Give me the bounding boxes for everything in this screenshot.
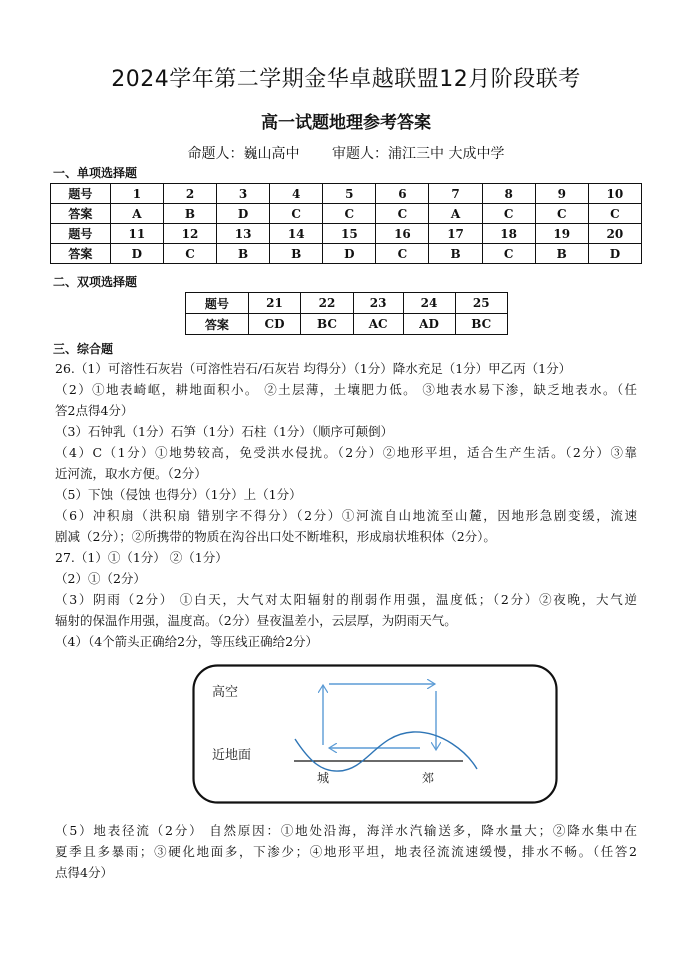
table-cell: D xyxy=(588,244,641,264)
table-cell: 24 xyxy=(403,293,455,314)
single-choice-table xyxy=(50,183,642,264)
answer-line: （2）①（2分） xyxy=(55,571,146,586)
table-cell: C xyxy=(163,244,216,264)
answer-line: （6）冲积扇（洪积扇 错别字不得分）（2分）①河流自山地流至山麓，因地形急剧变缓，流速 xyxy=(55,508,637,523)
exam-title: 2024学年第二学期金华卓越联盟12月阶段联考 xyxy=(111,67,581,92)
row-header: 答案 xyxy=(186,314,249,335)
table-cell: D xyxy=(323,244,376,264)
table-cell: 22 xyxy=(301,293,353,314)
table-cell: C xyxy=(535,204,588,224)
table-cell: 5 xyxy=(323,184,376,204)
table-row xyxy=(186,314,508,335)
table-cell: 2 xyxy=(163,184,216,204)
exam-subtitle: 高一试题地理参考答案 xyxy=(261,113,431,133)
answer-line: 点得4分） xyxy=(55,865,113,880)
table-cell: C xyxy=(270,204,323,224)
table-cell: C xyxy=(482,244,535,264)
question-27-answers xyxy=(55,547,637,652)
answer-line: 剧减（2分）；②所携带的物质在沟谷出口处不断堆积，形成扇状堆积体（2分）。 xyxy=(55,529,496,544)
heat-island-circulation-diagram xyxy=(192,664,558,804)
table-cell: A xyxy=(429,204,482,224)
table-cell: A xyxy=(110,204,163,224)
answer-line: 答2点得4分） xyxy=(55,403,134,418)
table-cell: BC xyxy=(455,314,508,335)
table-cell: BC xyxy=(301,314,353,335)
label-near-ground: 近地面 xyxy=(212,748,252,763)
answer-line: 近河流，取水方便。（2分） xyxy=(55,466,207,481)
table-cell: C xyxy=(482,204,535,224)
table-cell: 20 xyxy=(588,224,641,244)
table-cell: AC xyxy=(353,314,403,335)
table-cell: B xyxy=(217,244,270,264)
answer-line: （5）地表径流（2分） 自然原因：①地处沿海，海洋水汽输送多，降水量大；②降水集中在 xyxy=(55,823,637,838)
table-row xyxy=(51,224,642,244)
section1-heading-text: 一、单项选择题 xyxy=(53,166,138,180)
table-cell: B xyxy=(429,244,482,264)
table-row xyxy=(186,293,508,314)
row-header: 答案 xyxy=(51,204,111,224)
row-header: 题号 xyxy=(51,184,111,204)
table-cell: 15 xyxy=(323,224,376,244)
table-cell: B xyxy=(270,244,323,264)
question-27-5-answer xyxy=(55,820,637,883)
table-cell: 14 xyxy=(270,224,323,244)
diagram-frame xyxy=(194,666,557,803)
table-cell: 23 xyxy=(353,293,403,314)
table-cell: C xyxy=(376,204,429,224)
answer-line: （2）①地表崎岖，耕地面积小。 ②土层薄，土壤肥力低。 ③地表水易下渗，缺乏地表水。（任 xyxy=(55,382,637,397)
table-cell: C xyxy=(323,204,376,224)
answer-line: 26.（1）可溶性石灰岩（可溶性岩石/石灰岩 均得分）（1分）降水充足（1分）甲乙丙（1分） xyxy=(55,361,572,376)
answer-line: （3）阴雨（2分） ①白天，大气对太阳辐射的削弱作用强，温度低；（2分）②夜晚，大气逆 xyxy=(55,592,637,607)
table-cell: D xyxy=(110,244,163,264)
label-upper-air: 高空 xyxy=(212,685,239,700)
table-cell: 9 xyxy=(535,184,588,204)
table-cell: 16 xyxy=(376,224,429,244)
table-cell: 6 xyxy=(376,184,429,204)
answer-line: （4）（4个箭头正确给2分，等压线正确给2分） xyxy=(55,634,319,649)
table-cell: 7 xyxy=(429,184,482,204)
table-cell: D xyxy=(217,204,270,224)
row-header: 答案 xyxy=(51,244,111,264)
table-cell: CD xyxy=(248,314,301,335)
table-cell: B xyxy=(163,204,216,224)
answer-line: 27.（1）①（1分） ②（1分） xyxy=(55,550,228,565)
double-choice-table xyxy=(185,292,508,335)
table-cell: 19 xyxy=(535,224,588,244)
table-cell: 10 xyxy=(588,184,641,204)
table-cell: 18 xyxy=(482,224,535,244)
table-cell: 17 xyxy=(429,224,482,244)
section3-heading: 三、综合题 xyxy=(53,342,114,356)
answer-line: （4）C（1分）①地势较高，免受洪水侵扰。（2分）②地形平坦，适合生产生活。（2分）③靠 xyxy=(55,445,637,460)
table-cell: 13 xyxy=(217,224,270,244)
label-suburb: 郊 xyxy=(422,771,435,785)
setter: 命题人：巍山高中 xyxy=(187,146,300,162)
answer-line: （3）石钟乳（1分）石笋（1分）石柱（1分）（顺序可颠倒） xyxy=(55,424,394,439)
table-cell: 1 xyxy=(110,184,163,204)
table-cell: 12 xyxy=(163,224,216,244)
table-row xyxy=(51,184,642,204)
answer-line: 夏季且多暴雨；③硬化地面多，下渗少；④地形平坦，地表径流流速缓慢，排水不畅。（任答2 xyxy=(55,844,637,859)
table-row xyxy=(51,204,642,224)
table-cell: 11 xyxy=(110,224,163,244)
table-cell: 4 xyxy=(270,184,323,204)
section2-heading: 二、双项选择题 xyxy=(53,275,138,289)
table-cell: 25 xyxy=(455,293,508,314)
table-cell: B xyxy=(535,244,588,264)
table-cell: C xyxy=(588,204,641,224)
table-cell: AD xyxy=(403,314,455,335)
table-cell: 3 xyxy=(217,184,270,204)
authors-line xyxy=(0,143,692,163)
row-header: 题号 xyxy=(186,293,249,314)
table-cell: C xyxy=(376,244,429,264)
table-row xyxy=(51,244,642,264)
isobar-curve xyxy=(295,732,477,771)
label-city: 城 xyxy=(317,771,330,785)
answer-line: （5）下蚀（侵蚀 也得分）（1分）上（1分） xyxy=(55,487,302,502)
reviewer: 审题人：浦江三中 大成中学 xyxy=(332,146,505,162)
answer-line: 辐射的保温作用强，温度高。（2分）昼夜温差小，云层厚，为阴雨天气。 xyxy=(55,613,457,628)
row-header: 题号 xyxy=(51,224,111,244)
table-cell: 8 xyxy=(482,184,535,204)
table-cell: 21 xyxy=(248,293,301,314)
question-26-answers xyxy=(55,358,637,547)
